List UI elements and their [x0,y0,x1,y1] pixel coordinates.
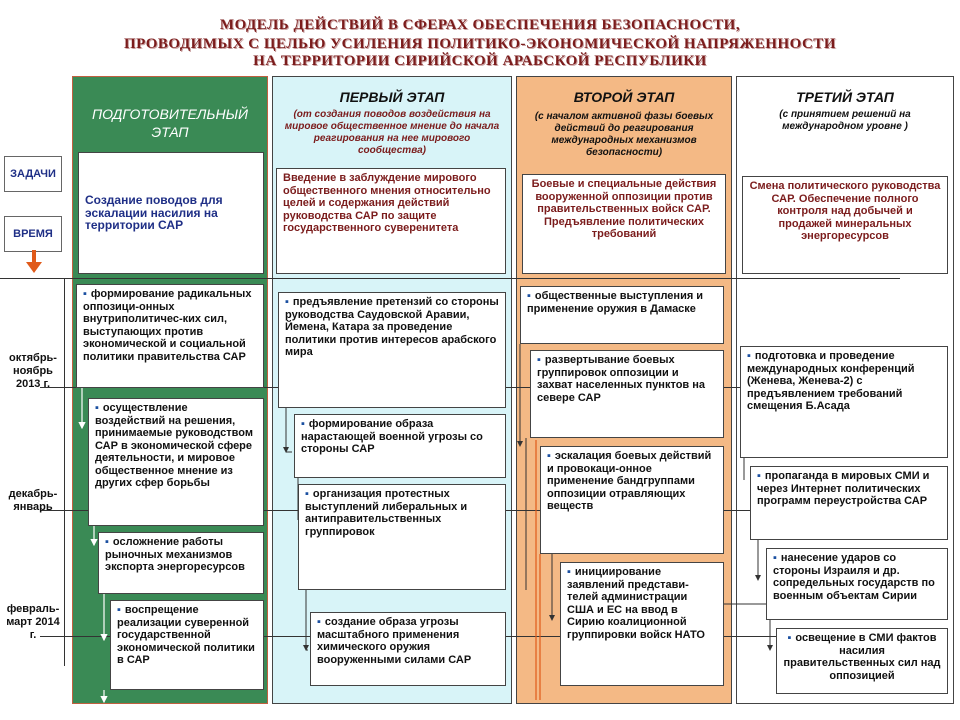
prep-task-text: Создание поводов для эскалации насилия на территории САР [85,193,223,233]
third-item-3-text: нанесение ударов со стороны Израиля и др. сопредельных государств по военным объектам Сирии [773,552,935,602]
second-item-3: ▪ эскалация боевых действий и провокаци-онное применение бандгруппами оппозиции отравляющих веществ [540,446,724,554]
prep-item-4-text: воспрещение реализации суверенной государственной экономической политики в САР [117,604,255,666]
prep-item-1-text: формирование радикальных оппозици-онных внутриполитичес-ких сил, выступающих против экономической и социальной политики правительства САР [83,288,252,363]
third-item-2-text: пропаганда в мировых СМИ и через Интернет политических программ переустройства САР [757,470,930,507]
third-item-4-text: освещение в СМИ фактов насилия правительственных сил над оппозицией [783,632,941,682]
second-stage-title: ВТОРОЙ ЭТАП [573,89,675,105]
first-stage-subtitle: (от создания поводов воздействия на мировое общественное мнение до начала реагирования на нее мирового сообщества) [284,109,500,156]
first-item-3-text: организация протестных выступлений либеральных и антиправительственных группировок [305,488,468,538]
second-item-4-text: инициирование заявлений представи-телей администрации США и ЕС на ввод в Сирию коалиционной группировки войск НАТО [567,566,705,641]
diagram-title-line-1: МОДЕЛЬ ДЕЙСТВИЙ В СФЕРАХ ОБЕСПЕЧЕНИЯ БЕЗОПАСНОСТИ, [219,17,741,33]
second-stage-subtitle: (с началом активной фазы боевых действий до реагирования международных механизмов безопасности) [534,111,714,158]
third-item-2: ▪ пропаганда в мировых СМИ и через Интернет политических программ переустройства САР [750,466,948,540]
first-item-1-text: предъявление претензий со стороны руководства Саудовской Аравии, Йемена, Катара за проведение политики против интересов арабского мира [285,296,499,358]
third-item-3: ▪ нанесение ударов со стороны Израиля и др. сопредельных государств по военным объектам Сирии [766,548,948,620]
time-label-feb-mar: февраль-март 2014 г. [6,603,60,641]
second-item-2: ▪ развертывание боевых группировок оппозиции и захват населенных пунктов на севере САР [530,350,724,438]
second-item-1-text: общественные выступления и применение оружия в Дамаске [527,290,704,315]
first-item-1: ▪ предъявление претензий со стороны руководства Саудовской Аравии, Йемена, Катара за проведение политики против интересов арабского мира [278,292,506,408]
prep-item-2: ▪ осуществление воздействий на решения, принимаемые руководством САР в экономической сфере деятельности, и мировое общественное мнение из других сфер борьбы [88,398,264,526]
third-item-1: ▪ подготовка и проведение международных конференций (Женева, Женева-2) с предъявлением требований смещения Б.Асада [740,346,948,458]
first-item-4: ▪ создание образа угрозы масштабного применения химического оружия вооруженными силами САР [310,612,506,686]
first-item-2-text: формирование образа нарастающей военной угрозы со стороны САР [301,418,483,455]
third-item-1-text: подготовка и проведение международных конференций (Женева, Женева-2) с предъявлением требований смещения Б.Асада [747,350,915,412]
second-item-3-text: эскалация боевых действий и провокаци-онное применение бандгруппами оппозиции отравляющих веществ [547,450,712,512]
third-task-text: Смена политического руководства САР. Обеспечение полного контроля над добычей и продажей минеральных энергоресурсов [749,180,941,242]
first-task-text: Введение в заблуждение мирового общественного мнения относительно целей и содержания действий руководства САР по защите государственного суверенитета [283,172,491,234]
second-task-text: Боевые и специальные действия вооруженной оппозиции против правительственных войск САР. Предъявление политических требований [531,178,717,240]
prep-item-4: ▪ воспрещение реализации суверенной государственной экономической политики в САР [110,600,264,690]
first-item-4-text: создание образа угрозы масштабного применения химического оружия вооруженными силами САР [317,616,472,666]
diagram-title-line-2: ПРОВОДИМЫХ С ЦЕЛЬЮ УСИЛЕНИЯ ПОЛИТИКО-ЭКОНОМИЧЕСКОЙ НАПРЯЖЕННОСТИ [124,36,836,52]
second-item-1: ▪ общественные выступления и применение оружия в Дамаске [520,286,724,344]
tasks-label: ЗАДАЧИ [4,156,62,192]
prep-item-2-text: осуществление воздействий на решения, принимаемые руководством САР в экономической сфере деятельности, и мировое общественное мнение из других сфер борьбы [95,402,253,489]
diagram-title-line-3: НА ТЕРРИТОРИИ СИРИЙСКОЙ АРАБСКОЙ РЕСПУБЛИКИ [253,53,707,69]
time-label-dec-jan: декабрь-январь [8,488,58,513]
first-item-3: ▪ организация протестных выступлений либеральных и антиправительственных группировок [298,484,506,590]
time-label-oct-nov: октябрь-ноябрь 2013 г. [9,352,57,390]
first-item-2: ▪ формирование образа нарастающей военной угрозы со стороны САР [294,414,506,478]
prep-item-3-text: осложнение работы рыночных механизмов экспорта энергоресурсов [105,536,245,573]
prep-item-3: ▪ осложнение работы рыночных механизмов экспорта энергоресурсов [98,532,264,594]
prep-stage-title: ПОДГОТОВИТЕЛЬНЫЙ ЭТАП [91,106,249,140]
prep-item-1: ▪ формирование радикальных оппозици-онных внутриполитичес-ких сил, выступающих против экономической и социальной политики правительства САР [76,284,264,388]
second-item-2-text: развертывание боевых группировок оппозиции и захват населенных пунктов на севере САР [537,354,706,404]
third-stage-title: ТРЕТИЙ ЭТАП [796,89,894,105]
third-stage-subtitle: (с принятием решений на международном уровне ) [779,109,911,132]
first-stage-title: ПЕРВЫЙ ЭТАП [339,89,445,105]
third-item-4: ▪ освещение в СМИ фактов насилия правительственных сил над оппозицией [776,628,948,694]
time-label: ВРЕМЯ [4,216,62,252]
second-item-4: ▪ инициирование заявлений представи-телей администрации США и ЕС на ввод в Сирию коалиционной группировки войск НАТО [560,562,724,686]
